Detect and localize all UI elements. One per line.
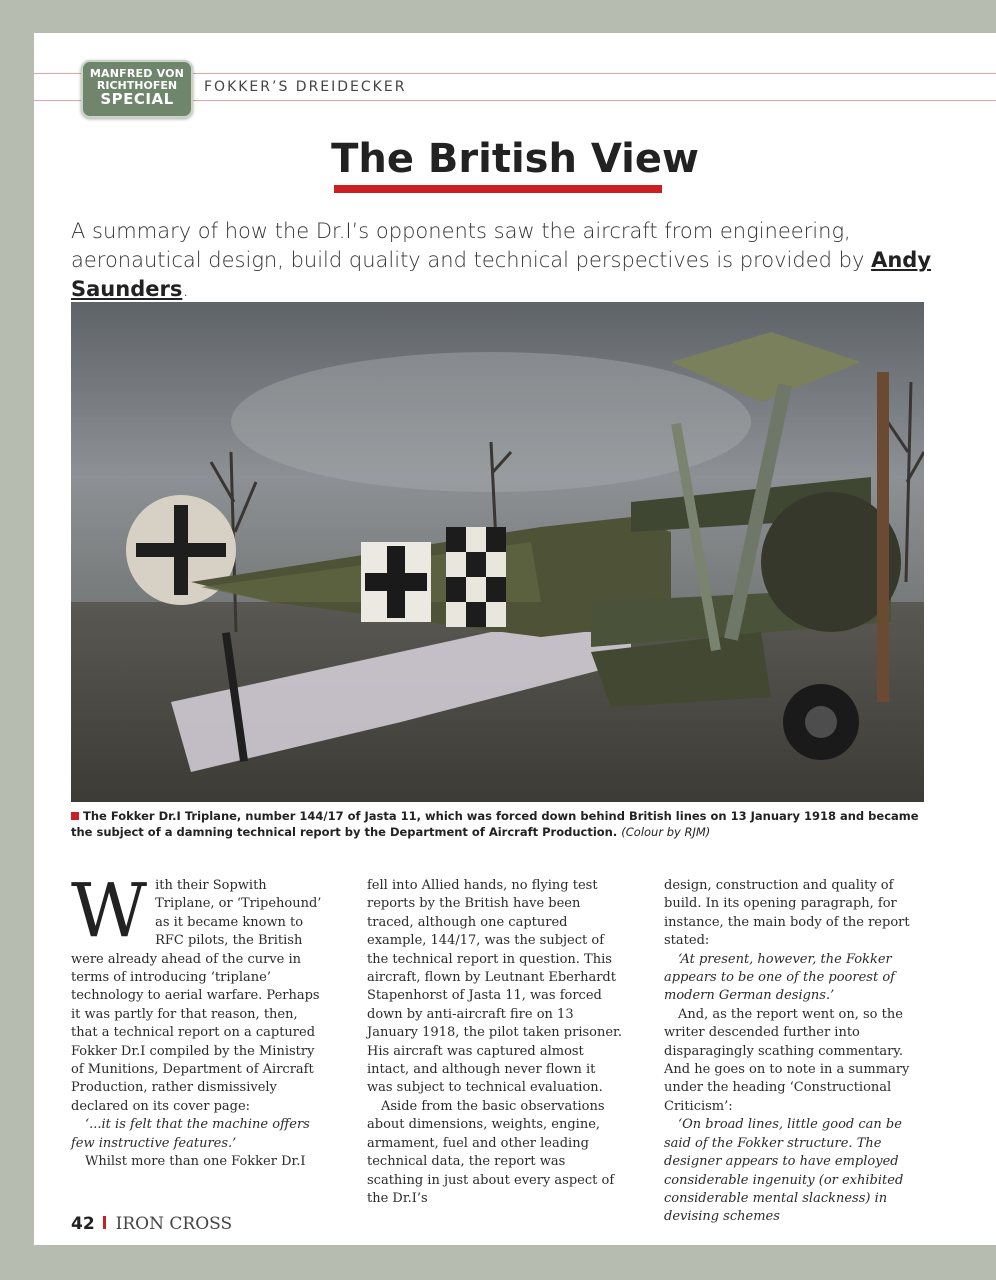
caption-credit: (Colour by RJM) — [621, 825, 711, 839]
fokker-triplane-image — [71, 302, 924, 802]
col3-quote-1: ‘At present, however, the Fokker appears to be one of the poorest of modern German designs.’ — [664, 951, 895, 1004]
col2-paragraph-1: fell into Allied hands, no flying test reports by the British have been traced, although one captured example, 144/17, was the subject of the technical report in question. This aircraft, flown by Leutnant Eberhardt Stapenhorst of Jasta 11, was forced down by anti-aircraft fire on 13 January 1918, the pilot taken prisoner. His aircraft was captured almost intact, and although never flown it was subject to technical evaluation. — [367, 878, 622, 1096]
badge-line-3: SPECIAL — [100, 90, 174, 108]
col1-quote: ‘...it is felt that the machine offers few instructive features.’ — [71, 1117, 310, 1151]
page-number: 42 — [71, 1214, 95, 1234]
magazine-name: IRON CROSS — [115, 1214, 233, 1234]
magazine-page — [34, 33, 996, 1245]
badge-line-2: RICHTHOFEN — [96, 79, 178, 92]
author-name: Andy Saunders — [71, 248, 932, 301]
section-label: FOKKER’S DREIDECKER — [204, 79, 407, 95]
drop-cap: W — [71, 868, 148, 954]
folio-divider — [103, 1216, 106, 1229]
standfirst — [71, 217, 951, 304]
badge-line-1: MANFRED VON — [89, 67, 185, 80]
standfirst-text: A summary of how the Dr.I’s opponents saw the aircraft from engineering, aeronautical design, build quality and technical perspectives is provided by — [71, 219, 872, 272]
col3-paragraph-1: design, construction and quality of build. In its opening paragraph, for instance, the main body of the report stated: — [664, 878, 910, 949]
article-column-1 — [71, 868, 327, 1172]
caption-text: The Fokker Dr.I Triplane, number 144/17 of Jasta 11, which was forced down behind British lines on 13 January 1918 and became the subject of a damning technical report by the Department of Aircraft Production. — [71, 809, 919, 839]
article-column-2 — [367, 877, 623, 1208]
col2-paragraph-2: Aside from the basic observations about dimensions, weights, engine, armament, fuel and other leading technical data, the report was scathing in just about every aspect of the Dr.I’s — [367, 1098, 615, 1206]
caption-marker — [71, 812, 79, 820]
article-title: The British View — [331, 136, 699, 182]
col3-paragraph-2: And, as the report went on, so the writer descended further into disparagingly scathing commentary. And he goes on to note in a summary under the heading ‘Constructional Criticism’: — [664, 1006, 910, 1114]
special-badge — [81, 60, 193, 118]
col1-paragraph-2: Whilst more than one Fokker Dr.I — [85, 1154, 306, 1170]
title-underline — [334, 185, 662, 193]
standfirst-end: . — [182, 277, 190, 301]
triplane-photo — [71, 302, 924, 802]
article-column-3 — [664, 877, 926, 1227]
col3-quote-2: ‘On broad lines, little good can be said of the Fokker structure. The designer appears to have employed considerable ingenuity (or exhibited considerable mental slackness) in devising schemes — [664, 1117, 904, 1225]
photo-caption — [71, 808, 931, 840]
col1-paragraph-1: ith their Sopwith Triplane, or ‘Tripehound’ as it became known to RFC pilots, the British were already ahead of the curve in terms of introducing ‘triplane’ technology to aerial warfare. Perhaps it was partly for that reason, then, that a technical report on a captured Fokker Dr.I compiled by the Ministry of Munitions, Department of Aircraft Production, rather dismissively declared on its cover page: — [71, 878, 322, 1114]
page-folio — [71, 1214, 232, 1234]
